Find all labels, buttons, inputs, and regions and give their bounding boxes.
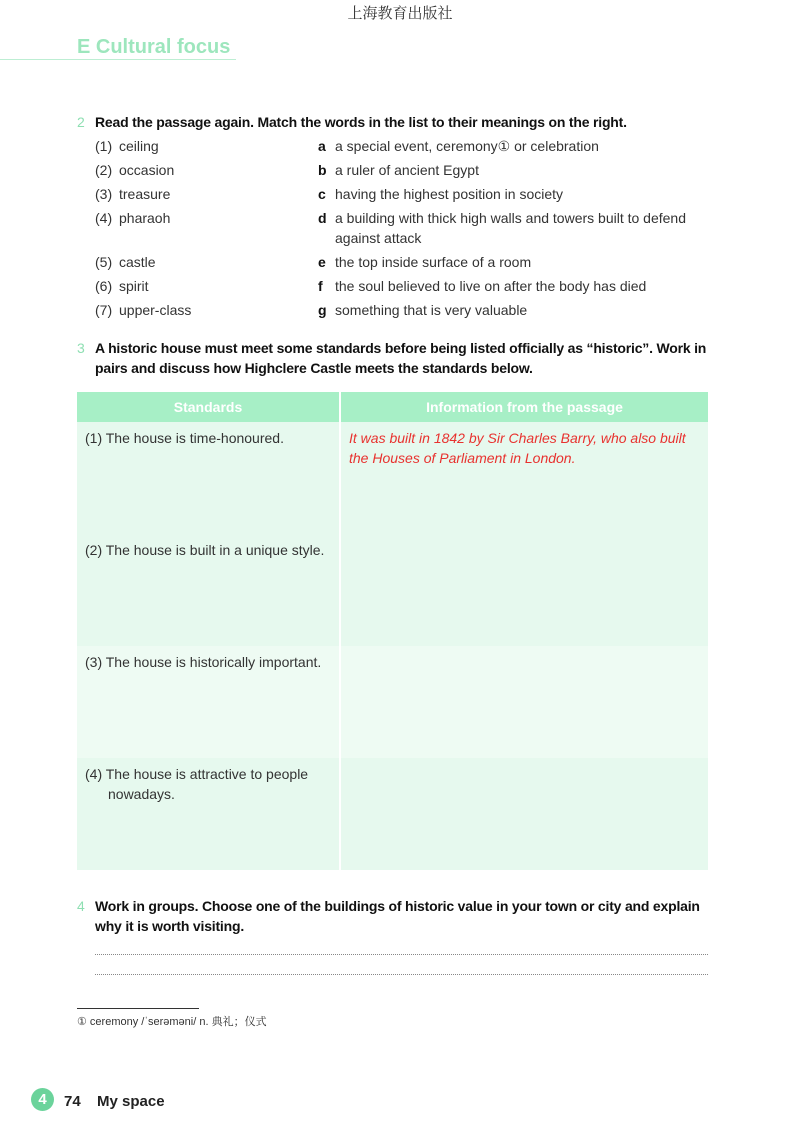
question-number: 4: [77, 898, 85, 914]
standard-cell: (1) The house is time-honoured.: [77, 422, 340, 534]
meaning-letter: a: [318, 138, 326, 154]
word-number: (4): [95, 210, 113, 226]
page-content: [77, 112, 727, 1029]
question-number: 2: [77, 114, 85, 130]
table-row: [77, 758, 708, 870]
word-number: (7): [95, 302, 113, 318]
question-4: [77, 896, 727, 936]
section-title: E Cultural focus: [77, 36, 231, 58]
unit-badge: 4: [31, 1088, 54, 1111]
handwritten-answer: It was built in 1842 by Sir Charles Barry, who also built the Houses of Parliament in London.: [349, 430, 686, 466]
word: castle: [119, 254, 156, 270]
matching-row: [95, 276, 727, 296]
word-item: [95, 300, 318, 320]
word-item: [95, 208, 318, 248]
meaning-text: the top inside surface of a room: [335, 254, 532, 270]
word-number: (2): [95, 162, 113, 178]
meaning-item: [318, 276, 727, 296]
word: treasure: [119, 186, 171, 202]
matching-list: [77, 136, 727, 320]
word: pharaoh: [119, 210, 171, 226]
question-instruction: Work in groups. Choose one of the buildings of historic value in your town or city and explain why it is worth visiting.: [95, 898, 700, 934]
answer-cell[interactable]: [340, 758, 708, 870]
meaning-item: [318, 160, 727, 180]
meaning-text: a ruler of ancient Egypt: [335, 162, 479, 178]
word-number: (5): [95, 254, 113, 270]
meaning-item: [318, 136, 727, 156]
unit-title: My space: [97, 1093, 165, 1110]
question-3: [77, 338, 727, 378]
meaning-text: having the highest position in society: [335, 186, 564, 202]
meaning-letter: e: [318, 254, 326, 270]
answer-cell[interactable]: [340, 646, 708, 758]
word: occasion: [119, 162, 175, 178]
answer-cell[interactable]: [340, 422, 708, 534]
meaning-letter: f: [318, 278, 323, 294]
table-row: [77, 534, 708, 646]
meaning-text: something that is very valuable: [335, 302, 528, 318]
matching-row: [95, 184, 727, 204]
standard-cell: (4) The house is attractive to people nowadays.: [77, 758, 340, 870]
publisher-header: 上海教育出版社: [347, 4, 453, 22]
word-number: (1): [95, 138, 113, 154]
meaning-item: [318, 184, 727, 204]
table-row: [77, 646, 708, 758]
header-standards: Standards: [77, 392, 340, 422]
meaning-letter: b: [318, 162, 327, 178]
question-2: [77, 112, 727, 132]
word-number: (3): [95, 186, 113, 202]
answer-line[interactable]: [95, 954, 708, 974]
word-item: [95, 184, 318, 204]
word-item: [95, 160, 318, 180]
meaning-item: [318, 208, 727, 248]
title-underline: [0, 59, 236, 60]
footnote: ① ceremony /ˈserəməni/ n. 典礼；仪式: [77, 1016, 267, 1028]
matching-row: [95, 300, 727, 320]
meaning-text: a special event, ceremony① or celebration: [335, 138, 599, 154]
word-item: [95, 276, 318, 296]
header-information: Information from the passage: [340, 392, 708, 422]
question-number: 3: [77, 340, 85, 356]
matching-row: [95, 208, 727, 248]
standard-cell: (2) The house is built in a unique style.: [77, 534, 340, 646]
answer-line[interactable]: [95, 974, 708, 994]
word-number: (6): [95, 278, 113, 294]
meaning-item: [318, 300, 727, 320]
question-instruction: Read the passage again. Match the words in the list to their meanings on the right.: [95, 114, 627, 130]
meaning-letter: g: [318, 302, 327, 318]
footnote-rule: [77, 1008, 199, 1009]
standards-table: [77, 392, 708, 870]
question-instruction: A historic house must meet some standards before being listed officially as “historic”. Work in pairs and discuss how Highclere Castle meets the standards below.: [95, 340, 707, 376]
answer-cell[interactable]: [340, 534, 708, 646]
word-item: [95, 252, 318, 272]
word: ceiling: [119, 138, 159, 154]
meaning-letter: c: [318, 186, 326, 202]
matching-row: [95, 252, 727, 272]
standard-cell: (3) The house is historically important.: [77, 646, 340, 758]
matching-row: [95, 136, 727, 156]
table-row: [77, 422, 708, 534]
word-item: [95, 136, 318, 156]
meaning-text: the soul believed to live on after the body has died: [335, 278, 647, 294]
meaning-text: a building with thick high walls and towers built to defend against attack: [335, 210, 686, 246]
meaning-item: [318, 252, 727, 272]
word: spirit: [119, 278, 149, 294]
page-number: 74: [64, 1093, 81, 1110]
matching-row: [95, 160, 727, 180]
word: upper-class: [119, 302, 192, 318]
meaning-letter: d: [318, 210, 327, 226]
